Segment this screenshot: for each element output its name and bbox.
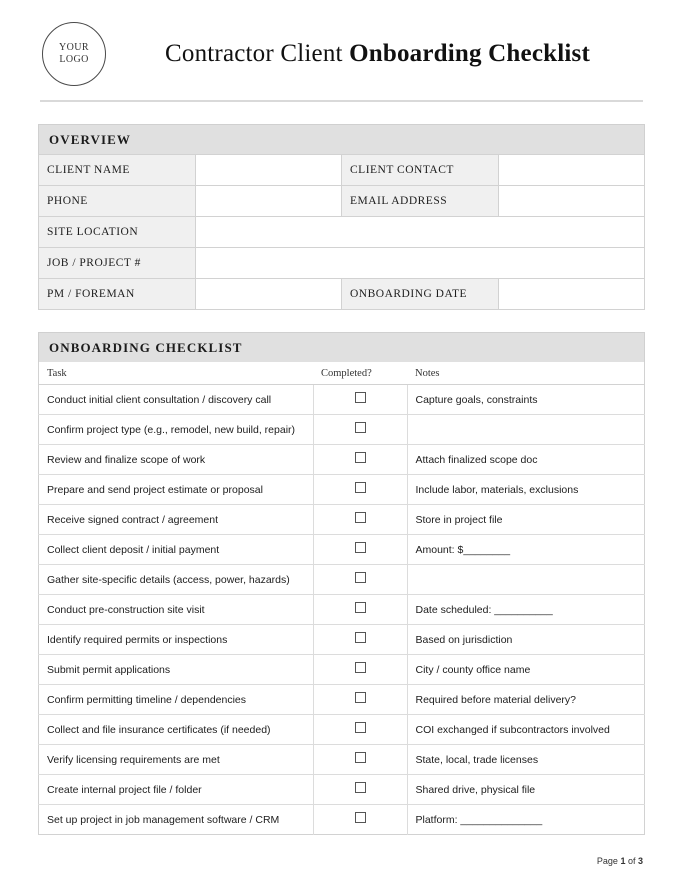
- checklist-checkbox-cell[interactable]: [313, 715, 407, 745]
- checkbox-icon[interactable]: [355, 482, 366, 493]
- checkbox-icon[interactable]: [355, 752, 366, 763]
- overview-section-title: OVERVIEW: [38, 124, 645, 154]
- checklist-note[interactable]: [407, 565, 645, 595]
- title-wrapper: [120, 40, 645, 68]
- checklist-note[interactable]: Required before material delivery?: [407, 685, 645, 715]
- overview-label-pm-foreman: PM / FOREMAN: [39, 279, 196, 310]
- checklist-checkbox-cell[interactable]: [313, 415, 407, 445]
- checklist-checkbox-cell[interactable]: [313, 385, 407, 415]
- title-light: Contractor Client: [165, 40, 350, 67]
- footer-middle: of: [625, 856, 638, 866]
- checklist-task: Verify licensing requirements are met: [39, 745, 314, 775]
- table-row: [39, 385, 645, 415]
- header-divider: [40, 100, 643, 102]
- checklist-checkbox-cell[interactable]: [313, 685, 407, 715]
- checklist-body: [39, 385, 645, 835]
- checklist-task: Conduct initial client consultation / discovery call: [39, 385, 314, 415]
- checklist-note[interactable]: Store in project file: [407, 505, 645, 535]
- checklist-checkbox-cell[interactable]: [313, 565, 407, 595]
- checkbox-icon[interactable]: [355, 392, 366, 403]
- checklist-task: Receive signed contract / agreement: [39, 505, 314, 535]
- checkbox-icon[interactable]: [355, 422, 366, 433]
- checklist-task: Create internal project file / folder: [39, 775, 314, 805]
- page-title: [120, 40, 635, 68]
- column-header-completed: Completed?: [313, 362, 407, 385]
- checklist-checkbox-cell[interactable]: [313, 505, 407, 535]
- checkbox-icon[interactable]: [355, 512, 366, 523]
- checklist-note[interactable]: Capture goals, constraints: [407, 385, 645, 415]
- checklist-checkbox-cell[interactable]: [313, 535, 407, 565]
- overview-field-client-name[interactable]: [196, 155, 342, 186]
- table-row: [39, 415, 645, 445]
- footer-current-page: 1: [620, 856, 626, 866]
- overview-label-email: EMAIL ADDRESS: [342, 186, 499, 217]
- footer-total-pages: 3: [637, 856, 643, 866]
- table-row: [39, 745, 645, 775]
- overview-table: [38, 154, 645, 310]
- footer-prefix: Page: [596, 856, 621, 866]
- title-bold: Onboarding Checklist: [349, 40, 590, 67]
- checklist-section-title: ONBOARDING CHECKLIST: [38, 332, 645, 362]
- overview-field-pm-foreman[interactable]: [196, 279, 342, 310]
- checklist-note[interactable]: Shared drive, physical file: [407, 775, 645, 805]
- checklist-task: Submit permit applications: [39, 655, 314, 685]
- table-row: [39, 155, 645, 186]
- checklist-checkbox-cell[interactable]: [313, 475, 407, 505]
- checkbox-icon[interactable]: [355, 572, 366, 583]
- checklist-task: Prepare and send project estimate or proposal: [39, 475, 314, 505]
- table-row: [39, 445, 645, 475]
- checklist-table: [38, 362, 645, 835]
- checklist-task: Set up project in job management software / CRM: [39, 805, 314, 835]
- checkbox-icon[interactable]: [355, 782, 366, 793]
- table-row: [39, 565, 645, 595]
- checklist-checkbox-cell[interactable]: [313, 625, 407, 655]
- overview-field-job-number[interactable]: [196, 248, 645, 279]
- checkbox-icon[interactable]: [355, 542, 366, 553]
- logo-line-2: LOGO: [59, 54, 89, 65]
- overview-field-email[interactable]: [499, 186, 645, 217]
- table-row: [39, 715, 645, 745]
- checkbox-icon[interactable]: [355, 692, 366, 703]
- table-row: [39, 505, 645, 535]
- table-row: [39, 775, 645, 805]
- checkbox-icon[interactable]: [355, 662, 366, 673]
- overview-label-client-contact: CLIENT CONTACT: [342, 155, 499, 186]
- checklist-task: Collect client deposit / initial payment: [39, 535, 314, 565]
- logo-line-1: YOUR: [59, 42, 89, 53]
- overview-field-client-contact[interactable]: [499, 155, 645, 186]
- table-row: [39, 655, 645, 685]
- section-spacer: [38, 310, 645, 332]
- table-row: [39, 186, 645, 217]
- column-header-notes: Notes: [407, 362, 645, 385]
- checklist-task: Confirm project type (e.g., remodel, new build, repair): [39, 415, 314, 445]
- checklist-note[interactable]: COI exchanged if subcontractors involved: [407, 715, 645, 745]
- table-row: [39, 248, 645, 279]
- overview-field-site-location[interactable]: [196, 217, 645, 248]
- checklist-checkbox-cell[interactable]: [313, 745, 407, 775]
- checklist-checkbox-cell[interactable]: [313, 775, 407, 805]
- document-header: [38, 22, 645, 96]
- overview-label-onboarding-date: ONBOARDING DATE: [342, 279, 499, 310]
- table-row: [39, 595, 645, 625]
- overview-field-onboarding-date[interactable]: [499, 279, 645, 310]
- checkbox-icon[interactable]: [355, 602, 366, 613]
- checkbox-icon[interactable]: [355, 812, 366, 823]
- table-row: [39, 535, 645, 565]
- checklist-task: Review and finalize scope of work: [39, 445, 314, 475]
- checklist-task: Gather site-specific details (access, power, hazards): [39, 565, 314, 595]
- table-row: [39, 279, 645, 310]
- checklist-task: Collect and file insurance certificates (if needed): [39, 715, 314, 745]
- checklist-note[interactable]: Include labor, materials, exclusions: [407, 475, 645, 505]
- column-header-task: Task: [39, 362, 314, 385]
- table-row: [39, 475, 645, 505]
- checklist-checkbox-cell[interactable]: [313, 655, 407, 685]
- overview-label-job-number: JOB / PROJECT #: [39, 248, 196, 279]
- checklist-note[interactable]: State, local, trade licenses: [407, 745, 645, 775]
- overview-field-phone[interactable]: [196, 186, 342, 217]
- checklist-header-row: [39, 362, 645, 385]
- checklist-checkbox-cell[interactable]: [313, 595, 407, 625]
- checklist-note[interactable]: Amount: $________: [407, 535, 645, 565]
- page-footer: [597, 856, 643, 866]
- checklist-note[interactable]: City / county office name: [407, 655, 645, 685]
- overview-label-client-name: CLIENT NAME: [39, 155, 196, 186]
- table-row: [39, 217, 645, 248]
- table-row: [39, 685, 645, 715]
- table-row: [39, 625, 645, 655]
- checklist-note[interactable]: [407, 415, 645, 445]
- checklist-task: Confirm permitting timeline / dependencies: [39, 685, 314, 715]
- checklist-note[interactable]: Based on jurisdiction: [407, 625, 645, 655]
- checklist-checkbox-cell[interactable]: [313, 805, 407, 835]
- checklist-note[interactable]: Attach finalized scope doc: [407, 445, 645, 475]
- logo-placeholder: [42, 22, 106, 86]
- checklist-note[interactable]: Date scheduled: __________: [407, 595, 645, 625]
- checklist-task: Identify required permits or inspections: [39, 625, 314, 655]
- checkbox-icon[interactable]: [355, 722, 366, 733]
- checkbox-icon[interactable]: [355, 452, 366, 463]
- overview-label-site-location: SITE LOCATION: [39, 217, 196, 248]
- table-row: [39, 805, 645, 835]
- overview-label-phone: PHONE: [39, 186, 196, 217]
- checklist-checkbox-cell[interactable]: [313, 445, 407, 475]
- checklist-task: Conduct pre-construction site visit: [39, 595, 314, 625]
- checkbox-icon[interactable]: [355, 632, 366, 643]
- checklist-note[interactable]: Platform: ______________: [415, 813, 543, 826]
